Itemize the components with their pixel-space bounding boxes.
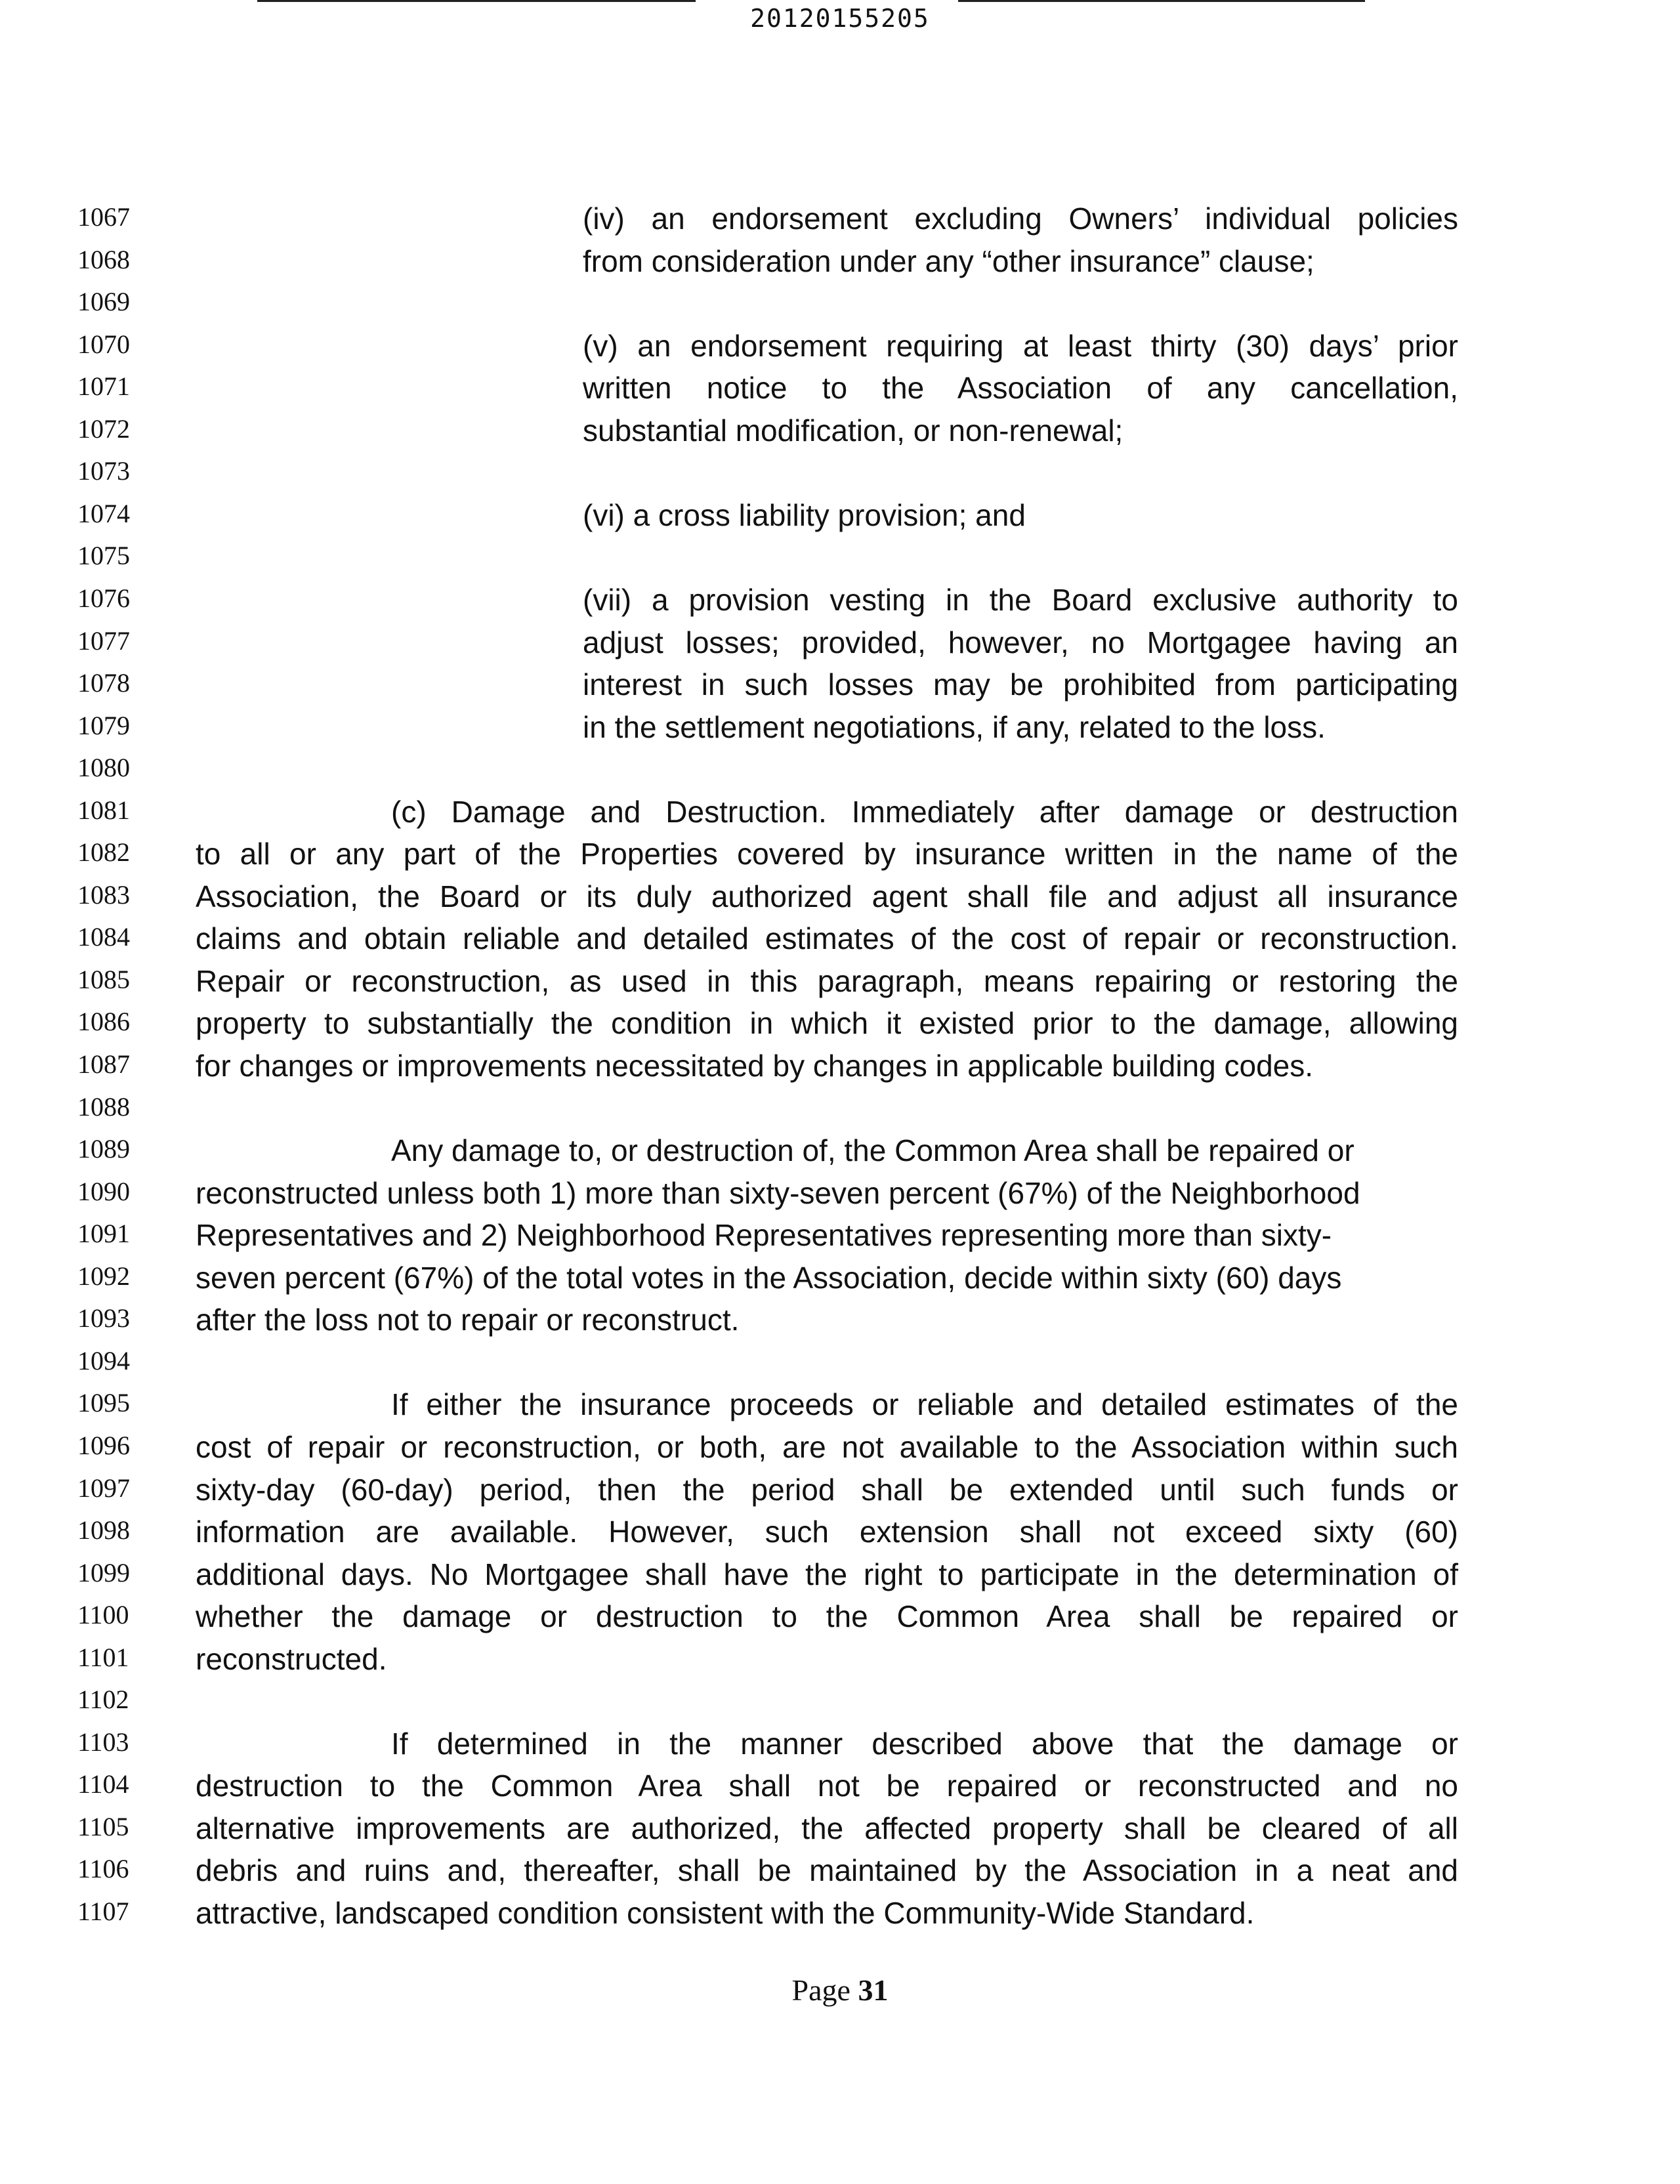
line-number: 1093 <box>77 1303 130 1333</box>
line-text: If either the insurance proceeds or reliable and detailed estimates of the <box>391 1387 1458 1421</box>
header-rule-left <box>257 0 696 2</box>
line-number: 1105 <box>77 1812 129 1841</box>
line-text: Association, the Board or its duly authorized agent shall file and adjust all insurance <box>196 879 1458 914</box>
document-line <box>0 963 1680 1005</box>
line-number: 1072 <box>77 414 130 444</box>
line-number: 1078 <box>77 668 130 698</box>
line-number: 1095 <box>77 1388 130 1418</box>
line-number: 1090 <box>77 1177 130 1206</box>
header-rule-right <box>958 0 1365 2</box>
line-number: 1070 <box>77 329 130 359</box>
document-line <box>0 285 1680 327</box>
document-line <box>0 243 1680 285</box>
document-number: 20120155205 <box>750 4 930 33</box>
line-text: to all or any part of the Properties covered by insurance written in the name of the <box>196 837 1458 871</box>
document-line <box>0 1725 1680 1767</box>
document-line <box>0 1598 1680 1640</box>
document-line <box>0 1810 1680 1852</box>
line-number: 1080 <box>77 753 130 782</box>
line-text: If determined in the manner described above that the damage or <box>391 1727 1458 1761</box>
document-line <box>0 1767 1680 1809</box>
line-text: seven percent (67%) of the total votes in the Association, decide within sixty (60) days <box>196 1261 1342 1295</box>
line-text: debris and ruins and, thereafter, shall be maintained by the Association in a neat and <box>196 1853 1458 1887</box>
line-number: 1097 <box>77 1473 130 1503</box>
document-line <box>0 751 1680 793</box>
line-text: substantial modification, or non-renewal; <box>583 413 1124 448</box>
line-text: (v) an endorsement requiring at least thirty (30) days’ prior <box>583 329 1458 363</box>
line-text: Any damage to, or destruction of, the Common Area shall be repaired or <box>391 1133 1354 1167</box>
line-text: adjust losses; provided, however, no Mortgagee having an <box>583 625 1458 660</box>
line-text: cost of repair or reconstruction, or both, are not available to the Association within such <box>196 1430 1458 1464</box>
line-text: Representatives and 2) Neighborhood Representatives representing more than sixty- <box>196 1218 1332 1252</box>
line-number: 1103 <box>77 1727 129 1757</box>
line-number: 1088 <box>77 1092 130 1122</box>
document-line <box>0 1429 1680 1471</box>
document-line <box>0 497 1680 539</box>
line-number: 1096 <box>77 1431 130 1460</box>
document-line <box>0 581 1680 623</box>
line-number: 1106 <box>77 1854 129 1883</box>
document-line <box>0 1090 1680 1132</box>
line-text: reconstructed. <box>196 1642 387 1676</box>
line-text: destruction to the Common Area shall not be repaired or reconstructed and no <box>196 1769 1458 1803</box>
line-text: (vi) a cross liability provision; and <box>583 498 1026 532</box>
line-text: in the settlement negotiations, if any, related to the loss. <box>583 710 1326 744</box>
document-line <box>0 666 1680 708</box>
document-line <box>0 1259 1680 1301</box>
document-line <box>0 1175 1680 1217</box>
document-line <box>0 1471 1680 1513</box>
line-number: 1100 <box>77 1600 129 1629</box>
line-number: 1094 <box>77 1346 130 1376</box>
document-line <box>0 1683 1680 1725</box>
line-number: 1082 <box>77 837 130 867</box>
line-number: 1079 <box>77 711 130 740</box>
line-text: alternative improvements are authorized, the affected property shall be cleared of all <box>196 1811 1458 1845</box>
document-line <box>0 1641 1680 1683</box>
line-number: 1091 <box>77 1219 130 1248</box>
line-number: 1076 <box>77 583 130 613</box>
line-number: 1084 <box>77 922 130 952</box>
document-line <box>0 327 1680 369</box>
document-line <box>0 1852 1680 1894</box>
page-number-value: 31 <box>858 1973 889 2007</box>
line-number: 1069 <box>77 287 130 316</box>
document-line <box>0 1047 1680 1089</box>
document-line <box>0 1895 1680 1937</box>
document-line <box>0 412 1680 454</box>
line-number: 1073 <box>77 456 130 486</box>
document-line <box>0 624 1680 666</box>
line-number: 1075 <box>77 541 130 570</box>
line-text: for changes or improvements necessitated by changes in applicable building codes. <box>196 1049 1314 1083</box>
line-number: 1107 <box>77 1897 129 1926</box>
line-text: whether the damage or destruction to the Common Area shall be repaired or <box>196 1599 1458 1633</box>
document-line <box>0 454 1680 496</box>
line-text: from consideration under any “other insurance” clause; <box>583 244 1314 278</box>
line-number: 1081 <box>77 795 130 825</box>
line-number: 1074 <box>77 499 130 528</box>
line-text: written notice to the Association of any cancellation, <box>583 371 1458 405</box>
line-number: 1071 <box>77 371 130 401</box>
line-number: 1098 <box>77 1515 130 1545</box>
page-label: Page <box>791 1973 850 2007</box>
line-text: Repair or reconstruction, as used in this paragraph, means repairing or restoring the <box>196 964 1458 998</box>
document-line <box>0 1301 1680 1343</box>
line-number: 1085 <box>77 965 130 994</box>
line-number: 1099 <box>77 1558 130 1587</box>
document-line <box>0 709 1680 751</box>
document-line <box>0 1217 1680 1259</box>
line-number: 1092 <box>77 1261 130 1291</box>
document-line <box>0 1132 1680 1174</box>
line-text: (iv) an endorsement excluding Owners’ individual policies <box>583 201 1458 236</box>
line-text: (c) Damage and Destruction. Immediately after damage or destruction <box>391 795 1458 829</box>
line-number: 1089 <box>77 1134 130 1164</box>
document-line <box>0 1344 1680 1386</box>
document-line <box>0 1386 1680 1428</box>
line-number: 1102 <box>77 1685 129 1714</box>
line-text: additional days. No Mortgagee shall have the right to participate in the determination of <box>196 1557 1458 1591</box>
document-line <box>0 878 1680 920</box>
document-line <box>0 1556 1680 1598</box>
line-text: reconstructed unless both 1) more than sixty-seven percent (67%) of the Neighborhood <box>196 1176 1360 1210</box>
document-line <box>0 1513 1680 1555</box>
line-text: (vii) a provision vesting in the Board exclusive authority to <box>583 583 1458 617</box>
line-number: 1067 <box>77 202 130 232</box>
line-number: 1086 <box>77 1007 130 1036</box>
document-line <box>0 200 1680 242</box>
line-text: attractive, landscaped condition consistent with the Community-Wide Standard. <box>196 1896 1255 1930</box>
line-text: property to substantially the condition in which it existed prior to the damage, allowing <box>196 1006 1458 1040</box>
line-text: sixty-day (60-day) period, then the period shall be extended until such funds or <box>196 1473 1458 1507</box>
line-number: 1101 <box>77 1643 129 1672</box>
line-number: 1068 <box>77 245 130 274</box>
line-number: 1083 <box>77 880 130 910</box>
line-number: 1077 <box>77 626 130 656</box>
line-text: claims and obtain reliable and detailed estimates of the cost of repair or reconstruction. <box>196 921 1458 956</box>
line-text: after the loss not to repair or reconstruct. <box>196 1303 740 1337</box>
document-line <box>0 369 1680 411</box>
line-number: 1087 <box>77 1049 130 1079</box>
document-line <box>0 793 1680 835</box>
document-line <box>0 1005 1680 1047</box>
document-line <box>0 539 1680 581</box>
line-text: interest in such losses may be prohibited from participating <box>583 667 1458 702</box>
line-number: 1104 <box>77 1769 129 1799</box>
line-text: information are available. However, such extension shall not exceed sixty (60) <box>196 1515 1458 1549</box>
page-number <box>0 1973 1680 2007</box>
document-line <box>0 835 1680 877</box>
document-line <box>0 920 1680 962</box>
